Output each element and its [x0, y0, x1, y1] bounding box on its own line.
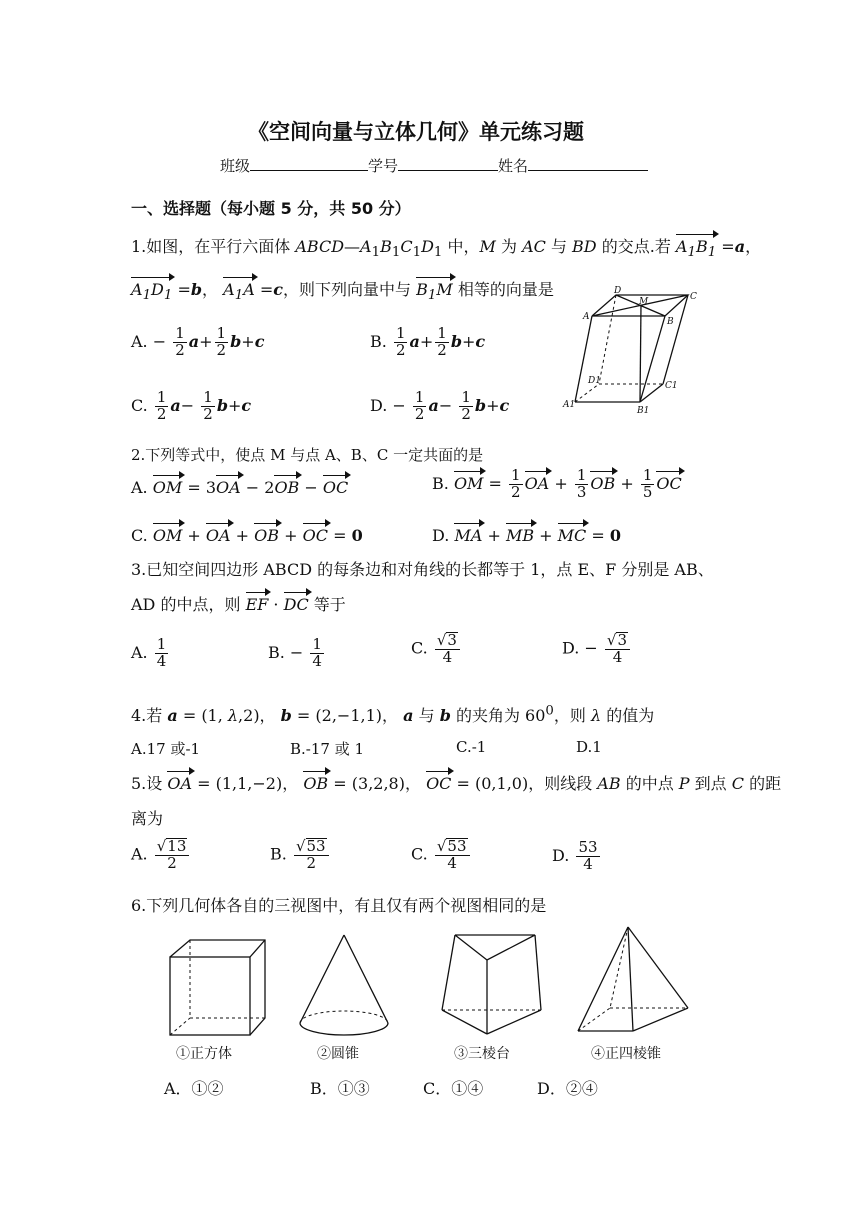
- label-a: A: [583, 312, 590, 322]
- q5-option-d: D. $\frac{53}{4}$: [552, 838, 598, 873]
- label-d1: D1: [588, 376, 601, 386]
- q1-option-b: B. $\frac{1}{2}$ a+ $\frac{1}{2}$ b+c: [370, 324, 486, 359]
- student-info: [220, 155, 648, 176]
- q5-option-b: B. $\frac{√53}{2}$: [270, 838, 331, 872]
- q4-option-b: B.-17 或 1: [290, 740, 365, 758]
- id-blank: [398, 156, 498, 171]
- q2-option-b: B. OM = $\frac{1}{2}$ OA + $\frac{1}{3}$ OB + $\frac{1}{5}$ OC: [432, 466, 682, 501]
- q3-option-b: B. − $\frac{1}{4}$: [268, 635, 322, 670]
- caption-pyramid: ④正四棱锥: [591, 1046, 661, 1062]
- q2-option-c: C. OM + OA + OB + OC = 0: [131, 526, 363, 545]
- section-heading: 一、选择题（每小题 5 分，共 50 分）: [131, 199, 411, 218]
- name-blank: [528, 156, 648, 171]
- label-b: B: [667, 317, 674, 327]
- page-title: 《空间向量与立体几何》单元练习题: [248, 120, 584, 144]
- q3-option-a: A. $\frac{1}{4}$: [131, 635, 167, 670]
- q1-option-c: C. $\frac{1}{2}$ a− $\frac{1}{2}$ b+c: [131, 388, 252, 423]
- label-c1: C1: [665, 381, 678, 391]
- q2-option-a: A. OM = 3OA − 2OB − OC: [131, 478, 349, 497]
- q6-option-a: A．①②: [164, 1079, 224, 1098]
- q5-line2: 离为: [131, 809, 164, 828]
- q3-line1: 3.已知空间四边形 ABCD 的每条边和对角线的长都等于 1，点 E、F 分别是 AB、: [131, 560, 714, 579]
- label-a1: A1: [563, 400, 576, 410]
- q2-option-d: D. MA + MB + MC = 0: [432, 526, 622, 545]
- caption-cone: ②圆锥: [317, 1046, 359, 1062]
- cone-drawing: [300, 935, 388, 1035]
- label-c: C: [690, 292, 697, 302]
- cube-drawing: [170, 940, 265, 1035]
- q1-option-d: D. − $\frac{1}{2}$ a− $\frac{1}{2}$ b+c: [370, 388, 510, 423]
- q3-option-c: C. $\frac{√3}{4}$: [411, 632, 462, 666]
- q4-stem: 4.若 a = (1, λ,2)， b = (2,−1,1)， a 与 b 的夹角为 $60^0$，则 λ 的值为: [131, 703, 655, 725]
- q4-option-d: D.1: [576, 738, 602, 756]
- q2-stem: 2.下列等式中，使点 M 与点 A、B、C 一定共面的是: [131, 446, 484, 464]
- q5-option-c: C. $\frac{√53}{4}$: [411, 838, 472, 872]
- q1-option-a: A. − $\frac{1}{2}$ a+ $\frac{1}{2}$ b+c: [131, 324, 265, 359]
- q3-option-d: D. − $\frac{√3}{4}$: [562, 632, 632, 666]
- label-m: M: [639, 297, 649, 307]
- pyramid-drawing: [578, 927, 688, 1031]
- caption-cube: ①正方体: [176, 1046, 232, 1062]
- q6-option-b: B．①③: [310, 1079, 370, 1098]
- q5-option-a: A. $\frac{√13}{2}$: [131, 838, 191, 872]
- solids-figure: [160, 925, 720, 1045]
- q1-line2: $A_1D_1 =b$， $A_1A =c$，则下列向量中与 $B_1M$ 相等的向量是: [131, 280, 554, 304]
- caption-frustum: ③三棱台: [454, 1046, 510, 1062]
- q4-option-a: A.17 或-1: [131, 740, 201, 758]
- id-label: 学号: [368, 157, 399, 175]
- label-b1: B1: [637, 406, 650, 416]
- q3-line2: AD 的中点，则 EF · DC 等于: [131, 595, 346, 614]
- parallelepiped-figure: [555, 285, 715, 420]
- class-label: 班级: [220, 157, 251, 175]
- q5-line1: 5.设 OA = (1,1,−2)， OB = (3,2,8)， OC = (0,1,0)，则线段 AB 的中点 P 到点 C 的距: [131, 774, 782, 793]
- q1-line1: 1.如图，在平行六面体 $ABCD—A_1B_1C_1D_1$ 中，M 为 AC 与 BD 的交点.若 $A_1B_1 =a$，: [131, 237, 762, 261]
- q6-option-d: D．②④: [537, 1079, 598, 1098]
- name-label: 姓名: [498, 157, 529, 175]
- class-blank: [250, 156, 368, 171]
- q4-option-c: C.-1: [456, 738, 487, 756]
- q6-stem: 6.下列几何体各自的三视图中，有且仅有两个视图相同的是: [131, 896, 547, 915]
- q6-option-c: C．①④: [423, 1079, 484, 1098]
- label-d: D: [614, 286, 622, 296]
- frustum-drawing: [442, 935, 541, 1034]
